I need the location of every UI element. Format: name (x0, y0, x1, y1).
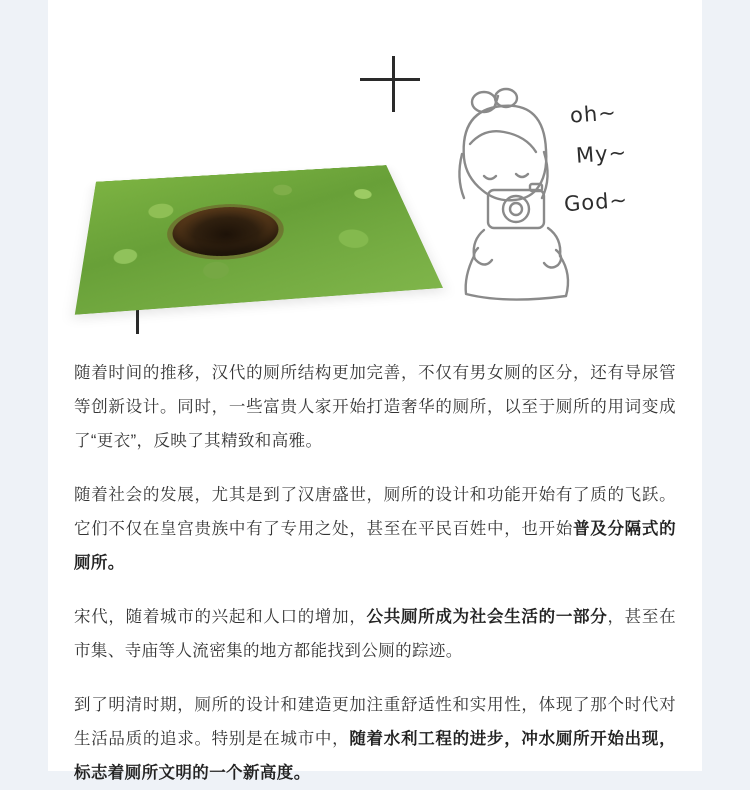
handwriting-line-1: oh~ (569, 100, 618, 128)
article-paragraph (74, 688, 676, 790)
grass-field-image (75, 165, 443, 315)
body-text-run: ，甚至在市集、寺庙等人流密集的地方都能找到公厕的踪迹。 (74, 608, 676, 660)
figure-inner (60, 28, 690, 338)
emphasis-text: 普及分隔式的厕所。 (74, 520, 676, 572)
article-paragraph (74, 600, 676, 668)
body-text-run: 随着社会的发展，尤其是到了汉唐盛世，厕所的设计和功能开始有了质的飞跃。它们不仅在皇宫贵族中有了专用之处，甚至在平民百姓中，也开始 (74, 486, 676, 538)
article-body (48, 338, 702, 790)
article-paragraph (74, 478, 676, 580)
handwriting-line-2: My~ (575, 140, 628, 168)
emphasis-text: 随着水利工程的进步，冲水厕所开始出现，标志着厕所文明的一个新高度。 (74, 730, 676, 782)
body-text-run: 到了明清时期，厕所的设计和建造更加注重舒适性和实用性，体现了那个时代对生活品质的追求。特别是在城市中， (74, 696, 676, 748)
body-text-run: 随着时间的推移，汉代的厕所结构更加完善，不仅有男女厕的区分，还有导尿管等创新设计。同时，一些富贵人家开始打造奢华的厕所，以至于厕所的用词变成了“更衣”，反映了其精致和高雅。 (74, 364, 676, 450)
handwriting-line-3: God~ (563, 187, 629, 217)
article-figure (48, 28, 702, 338)
article-paragraph (74, 356, 676, 458)
pit-hole (173, 204, 284, 259)
crop-mark-top-right-icon (360, 56, 420, 116)
article-content (48, 0, 702, 782)
cartoon-girl-with-camera-icon (444, 80, 684, 310)
body-text-run: 宋代，随着城市的兴起和人口的增加， (74, 608, 367, 626)
emphasis-text: 公共厕所成为社会生活的一部分 (366, 608, 608, 626)
